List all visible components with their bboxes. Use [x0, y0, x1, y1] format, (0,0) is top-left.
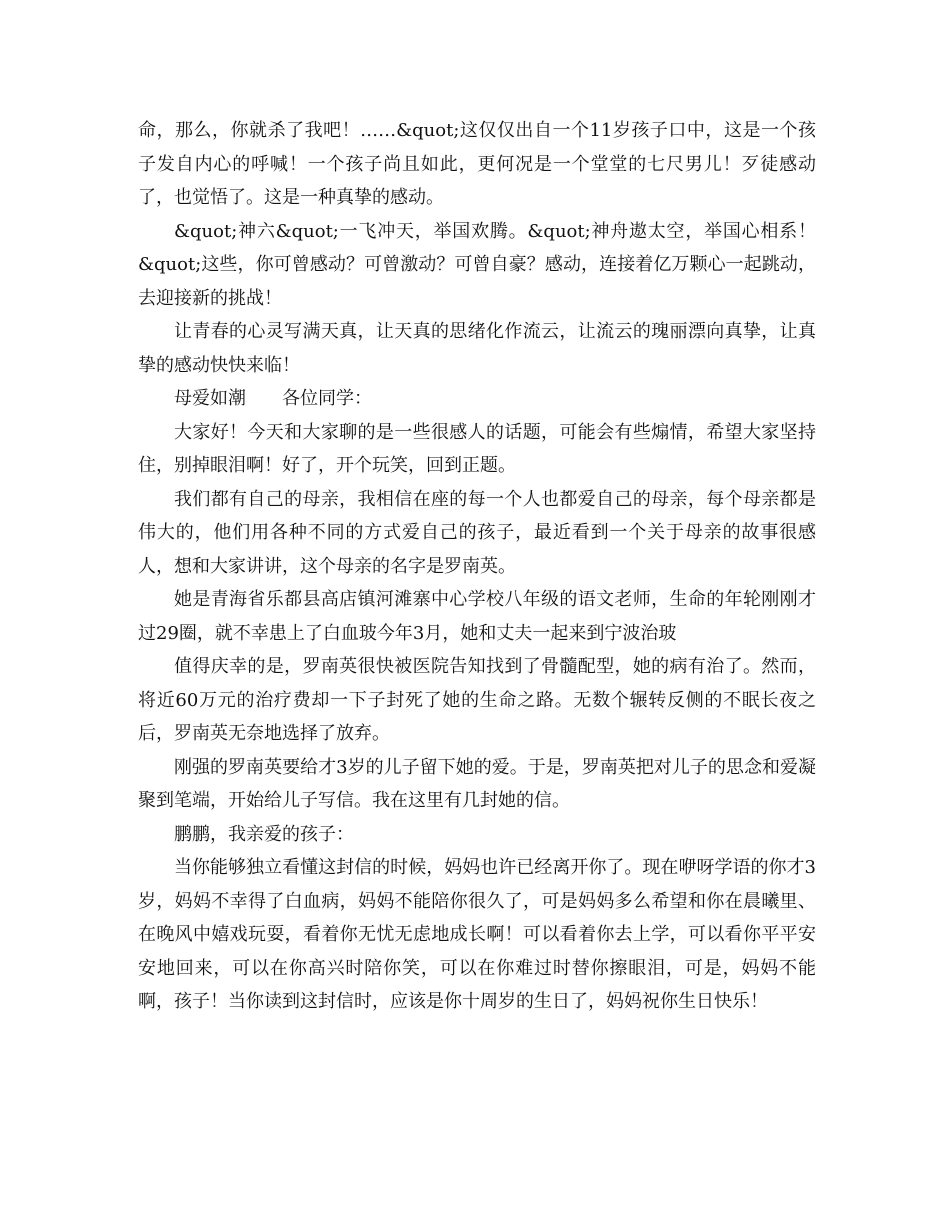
- paragraph-letters: 刚强的罗南英要给才3岁的儿子留下她的爱。于是，罗南英把对儿子的思念和爱凝聚到笔端，开始给儿子写信。我在这里有几封她的信。: [138, 756, 816, 811]
- letter-salutation: 鹏鹏，我亲爱的孩子：: [174, 823, 354, 845]
- paragraph-shenliu: &quot;神六&quot;一飞冲天，举国欢腾。&quot;神舟遨太空，举国心相系！&quot;这些，你可曾感动？可曾激动？可曾自豪？感动，连接着亿万颗心一起跳动，去迎接新的挑战！: [138, 220, 816, 309]
- paragraph-teacher: 她是青海省乐都县高店镇河滩寨中心学校八年级的语文老师，生命的年轮刚刚才过29圈，就不幸患上了白血玻今年3月，她和丈夫一起来到宁波治玻: [138, 589, 816, 644]
- speech-heading-line: [138, 382, 816, 416]
- paragraph-treatment: 值得庆幸的是，罗南英很快被医院告知找到了骨髓配型，她的病有治了。然而，将近60万元的治疗费却一下子封死了她的生命之路。无数个辗转反侧的不眠长夜之后，罗南英无奈地选择了放弃。: [138, 656, 816, 744]
- document-body: [138, 114, 816, 1019]
- letter-body: 当你能够独立看懂这封信的时候，妈妈也许已经离开你了。现在咿呀学语的你才3岁，妈妈不幸得了白血病，妈妈不能陪你很久了，可是妈妈多么希望和你在晨曦里、在晚风中嬉戏玩耍，看着你无忧无虑地成长啊！可以看着你去上学，可以看你平平安安地回来，可以在你高兴时陪你笑，可以在你难过时替你擦眼泪，可是，妈妈不能啊，孩子！当你读到这封信时，应该是你十周岁的生日了，妈妈祝你生日快乐！: [138, 857, 816, 1012]
- speech-salutation: 各位同学：: [282, 388, 372, 409]
- speech-title: 母爱如潮: [174, 388, 246, 409]
- paragraph-youth: 让青春的心灵写满天真，让天真的思绪化作流云，让流云的瑰丽漂向真挚，让真挚的感动快快来临！: [138, 321, 816, 376]
- paragraph-mothers: 我们都有自己的母亲，我相信在座的每一个人也都爱自己的母亲，每个母亲都是伟大的，他们用各种不同的方式爱自己的孩子，最近看到一个关于母亲的故事很感人，想和大家讲讲，这个母亲的名字是罗南英。: [138, 488, 816, 577]
- paragraph-continuation: 命，那么，你就杀了我吧！……&quot;这仅仅出自一个11岁孩子口中，这是一个孩子发自内心的呼喊！一个孩子尚且如此，更何况是一个堂堂的七尺男儿！歹徒感动了，也觉悟了。这是一种真挚的感动。: [138, 120, 816, 208]
- paragraph-greeting: 大家好！今天和大家聊的是一些很感人的话题，可能会有些煽情，希望大家坚持住，别掉眼泪啊！好了，开个玩笑，回到正题。: [138, 421, 816, 476]
